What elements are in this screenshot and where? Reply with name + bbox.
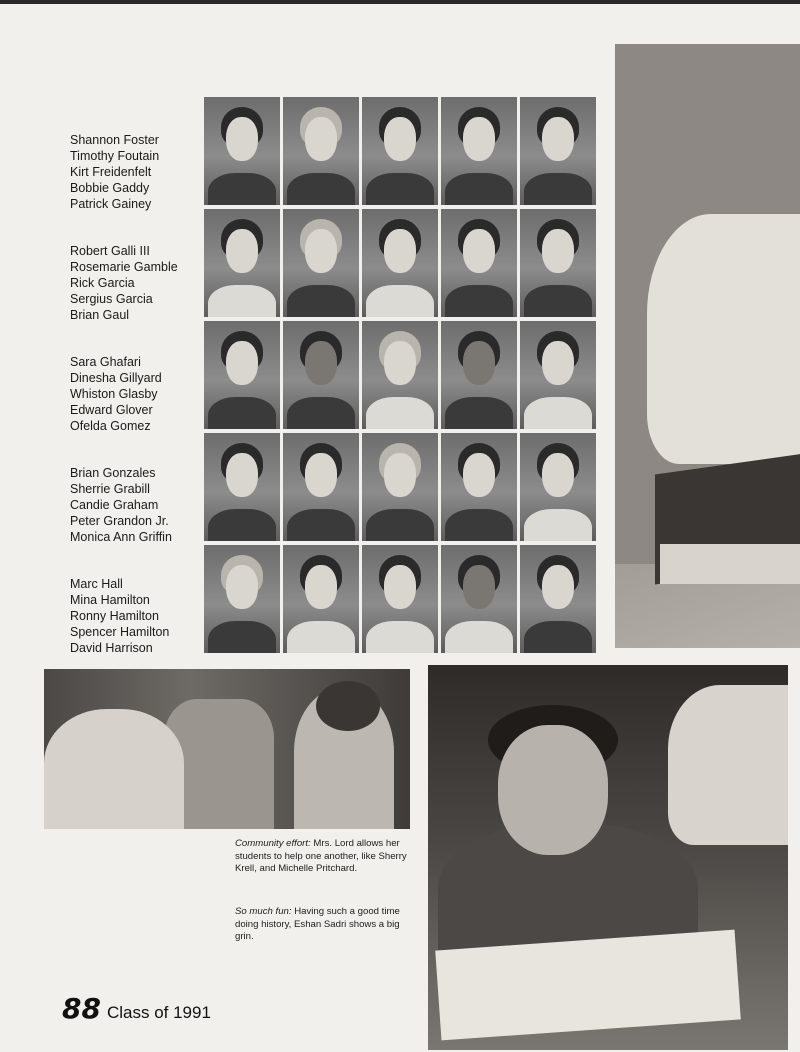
student-name: Whiston Glasby bbox=[70, 387, 158, 401]
footer-label: Class of 1991 bbox=[106, 1003, 211, 1022]
student-portrait bbox=[441, 545, 517, 653]
student-portrait bbox=[362, 433, 438, 541]
caption-text: Mrs. Lord allows her students to help one another, like Sherry Krell, and Michelle Pritchard. bbox=[235, 838, 407, 874]
student-name: Sherrie Grabill bbox=[70, 482, 150, 496]
student-name: Dinesha Gillyard bbox=[70, 371, 162, 385]
student-name: Brian Gaul bbox=[70, 308, 130, 322]
student-portrait bbox=[283, 321, 359, 429]
student-name: Rick Garcia bbox=[70, 276, 135, 290]
page-footer bbox=[62, 992, 211, 1025]
page-top-edge bbox=[0, 0, 800, 4]
student-portrait bbox=[283, 97, 359, 205]
student-name: Ronny Hamilton bbox=[70, 609, 159, 623]
student-portrait bbox=[441, 97, 517, 205]
student-portrait bbox=[204, 97, 280, 205]
student-name: Rosemarie Gamble bbox=[70, 260, 178, 274]
student-name: Brian Gonzales bbox=[70, 466, 156, 480]
student-portrait bbox=[520, 97, 596, 205]
student-name: Robert Galli III bbox=[70, 244, 150, 258]
caption-text: Having such a good time doing history, Eshan Sadri shows a big grin. bbox=[235, 906, 400, 942]
student-name: Sergius Garcia bbox=[70, 292, 153, 306]
student-name: Patrick Gainey bbox=[70, 197, 152, 211]
student-name: Sara Ghafari bbox=[70, 355, 141, 369]
student-portrait bbox=[283, 545, 359, 653]
student-name: Marc Hall bbox=[70, 577, 123, 591]
student-portrait bbox=[441, 433, 517, 541]
page-number: 88 bbox=[62, 992, 101, 1025]
classroom-photo-top-right bbox=[615, 44, 800, 648]
name-list-row-2 bbox=[70, 243, 200, 323]
caption-lead: So much fun: bbox=[235, 906, 292, 917]
student-name: Ofelda Gomez bbox=[70, 419, 151, 433]
portrait-grid bbox=[204, 97, 596, 653]
name-list-row-5 bbox=[70, 576, 200, 656]
student-name: Candie Graham bbox=[70, 498, 159, 512]
photo-caption bbox=[235, 906, 415, 944]
name-list-row-4 bbox=[70, 465, 200, 545]
student-portrait bbox=[204, 545, 280, 653]
name-list-row-3 bbox=[70, 354, 200, 434]
student-name: Spencer Hamilton bbox=[70, 625, 170, 639]
student-portrait bbox=[283, 209, 359, 317]
student-name: Monica Ann Griffin bbox=[70, 530, 172, 544]
student-name: Timothy Foutain bbox=[70, 149, 160, 163]
student-name: Kirt Freidenfelt bbox=[70, 165, 152, 179]
student-portrait bbox=[204, 321, 280, 429]
student-portrait bbox=[204, 433, 280, 541]
name-list-row-1 bbox=[70, 132, 200, 212]
classroom-photo-student-grin bbox=[428, 665, 788, 1050]
photo-caption bbox=[235, 838, 415, 876]
student-name: Peter Grandon Jr. bbox=[70, 514, 169, 528]
student-portrait bbox=[204, 209, 280, 317]
student-portrait bbox=[441, 321, 517, 429]
student-name: Shannon Foster bbox=[70, 133, 159, 147]
student-portrait bbox=[520, 209, 596, 317]
student-portrait bbox=[362, 209, 438, 317]
student-portrait bbox=[283, 433, 359, 541]
student-name: Edward Glover bbox=[70, 403, 153, 417]
student-name: David Harrison bbox=[70, 641, 153, 655]
classroom-photo-group bbox=[44, 669, 410, 829]
student-portrait bbox=[441, 209, 517, 317]
caption-lead: Community effort: bbox=[235, 838, 311, 849]
student-portrait bbox=[362, 97, 438, 205]
student-name: Bobbie Gaddy bbox=[70, 181, 150, 195]
student-name: Mina Hamilton bbox=[70, 593, 150, 607]
student-portrait bbox=[362, 321, 438, 429]
student-portrait bbox=[520, 321, 596, 429]
student-portrait bbox=[520, 433, 596, 541]
student-portrait bbox=[362, 545, 438, 653]
student-portrait bbox=[520, 545, 596, 653]
